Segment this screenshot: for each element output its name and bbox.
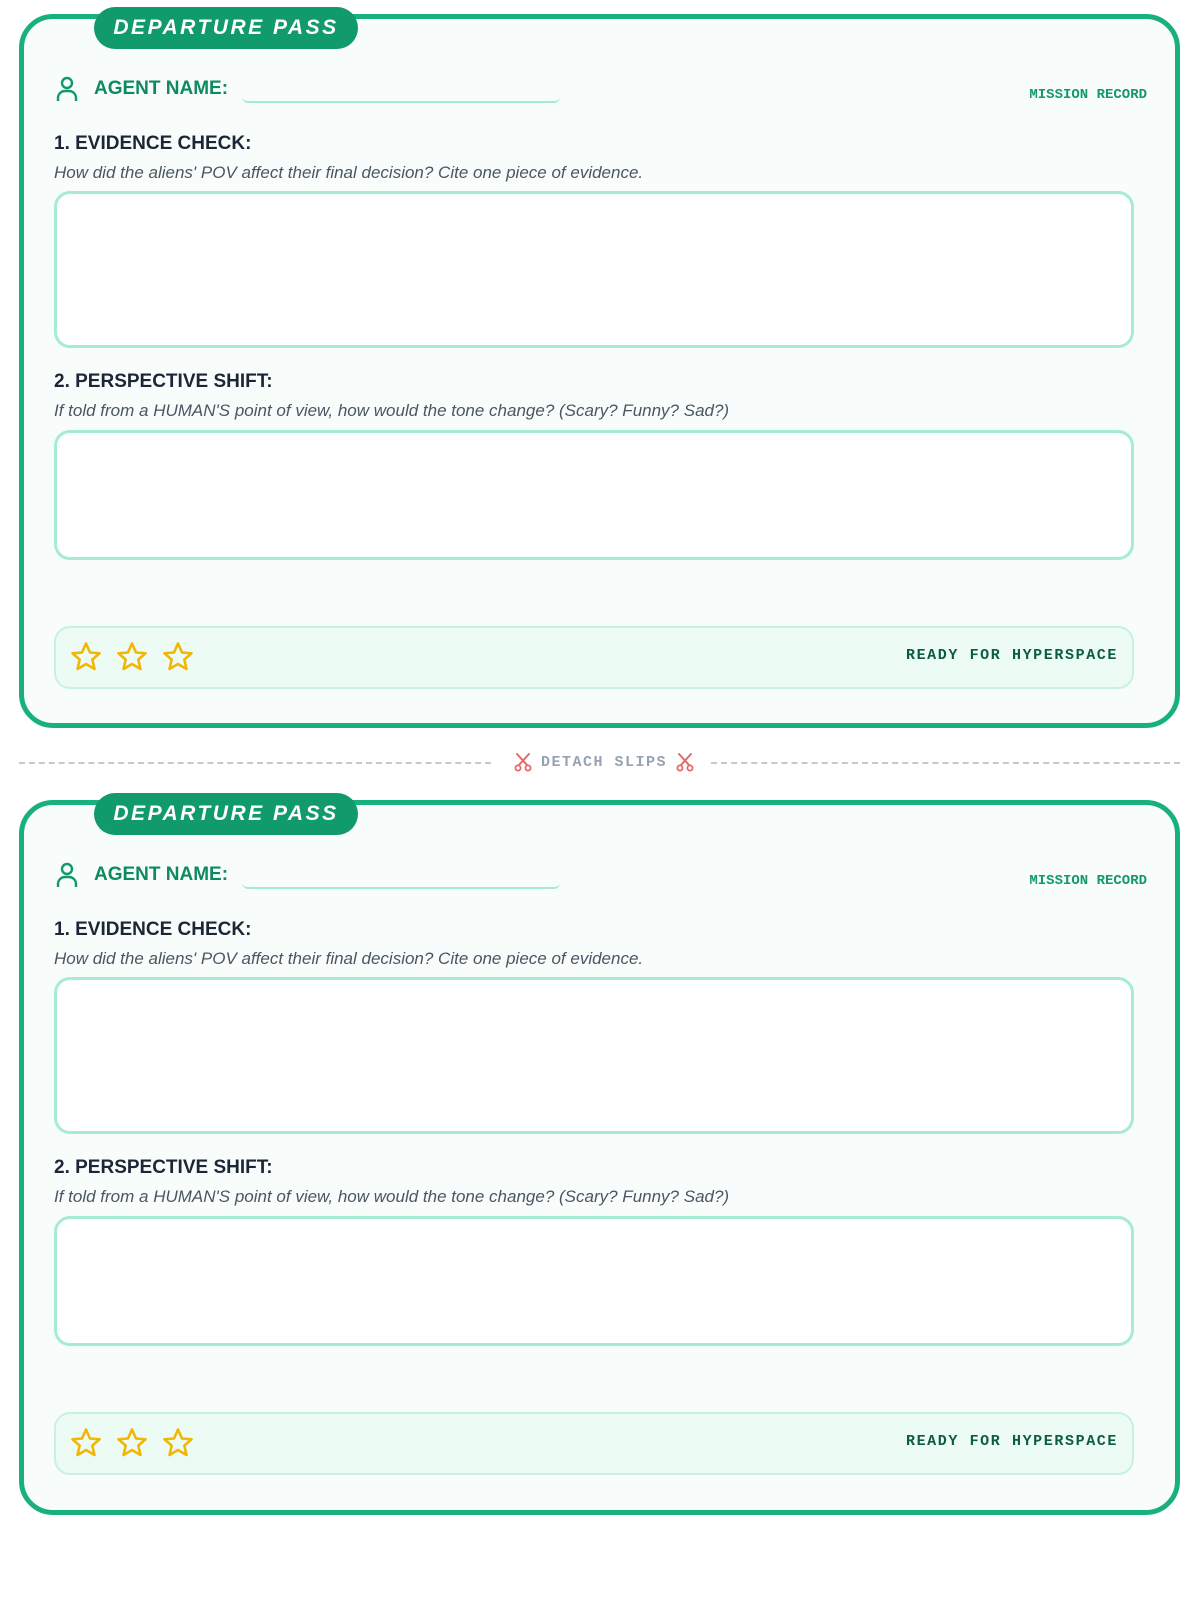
- question-1-answer-box[interactable]: [54, 977, 1134, 1134]
- rating-footer: [54, 1412, 1134, 1475]
- question-1-title: 1. EVIDENCE CHECK:: [54, 919, 252, 940]
- pass-title-tab: DEPARTURE PASS: [94, 7, 358, 49]
- detach-label-group: [509, 752, 699, 772]
- scissors-icon: [513, 752, 533, 772]
- detach-slips-label: DETACH SLIPS: [540, 753, 668, 771]
- pass-title-tab: DEPARTURE PASS: [94, 793, 358, 835]
- question-1-title: 1. EVIDENCE CHECK:: [54, 133, 252, 154]
- star-rating: [70, 641, 194, 673]
- star-icon[interactable]: [162, 1427, 194, 1459]
- agent-name-label: AGENT NAME:: [94, 864, 229, 885]
- star-icon[interactable]: [70, 641, 102, 673]
- rating-footer: [54, 626, 1134, 689]
- agent-name-row: [56, 861, 560, 889]
- ready-label: READY FOR HYPERSPACE: [905, 647, 1118, 664]
- question-1-prompt: How did the aliens' POV affect their final decision? Cite one piece of evidence.: [54, 949, 644, 968]
- mission-record-label: MISSION RECORD: [1029, 87, 1147, 103]
- ready-label: READY FOR HYPERSPACE: [905, 1433, 1118, 1450]
- star-icon[interactable]: [116, 1427, 148, 1459]
- question-2-answer-box[interactable]: [54, 1216, 1134, 1346]
- question-2-title: 2. PERSPECTIVE SHIFT:: [54, 1157, 273, 1178]
- agent-name-row: [56, 75, 560, 103]
- star-rating: [70, 1427, 194, 1459]
- agent-name-label: AGENT NAME:: [94, 78, 229, 99]
- dashed-line-right: [711, 762, 1180, 764]
- departure-pass-slip: [19, 14, 1180, 728]
- question-1-prompt: How did the aliens' POV affect their final decision? Cite one piece of evidence.: [54, 163, 644, 182]
- question-2-prompt: If told from a HUMAN'S point of view, how would the tone change? (Scary? Funny? Sad?): [54, 1187, 730, 1206]
- question-2-answer-box[interactable]: [54, 430, 1134, 560]
- question-2-title: 2. PERSPECTIVE SHIFT:: [54, 371, 273, 392]
- star-icon[interactable]: [116, 641, 148, 673]
- agent-name-field[interactable]: [242, 861, 560, 889]
- scissors-icon: [675, 752, 695, 772]
- star-icon[interactable]: [162, 641, 194, 673]
- mission-record-label: MISSION RECORD: [1029, 873, 1147, 889]
- user-icon: [56, 76, 78, 102]
- question-1-answer-box[interactable]: [54, 191, 1134, 348]
- question-2-prompt: If told from a HUMAN'S point of view, how would the tone change? (Scary? Funny? Sad?): [54, 401, 730, 420]
- detach-divider: [19, 752, 1180, 772]
- agent-name-field[interactable]: [242, 75, 560, 103]
- departure-pass-slip: [19, 800, 1180, 1515]
- user-icon: [56, 862, 78, 888]
- dashed-line-left: [19, 762, 491, 764]
- star-icon[interactable]: [70, 1427, 102, 1459]
